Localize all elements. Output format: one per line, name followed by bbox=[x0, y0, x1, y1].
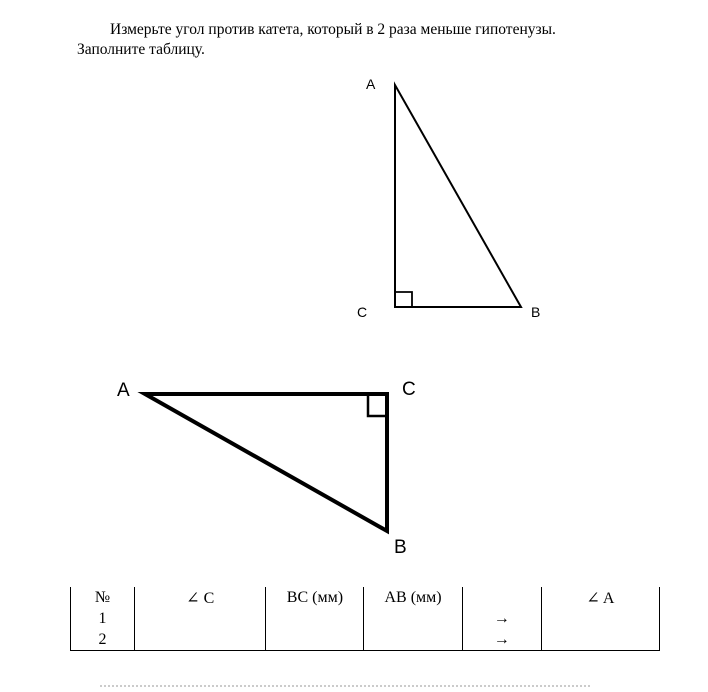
triangle-2-outline bbox=[145, 394, 387, 531]
instruction-line-1: Измерьте угол против катета, который в 2 раза меньше гипотенузы. bbox=[110, 21, 556, 38]
header-angle-c: ∠ C bbox=[135, 587, 266, 608]
arrow-cell: → bbox=[462, 629, 541, 651]
bc-cell bbox=[266, 608, 364, 629]
header-angle-a: ∠ A bbox=[541, 587, 659, 608]
triangle-1-outline bbox=[395, 85, 521, 307]
bc-cell bbox=[266, 629, 364, 651]
header-blank bbox=[462, 587, 541, 608]
instruction-line-2: Заполните таблицу. bbox=[77, 41, 205, 58]
header-ab: AB (мм) bbox=[364, 587, 462, 608]
angle-a-cell bbox=[541, 608, 659, 629]
angle-c-cell bbox=[135, 608, 266, 629]
triangle-2 bbox=[117, 379, 416, 558]
ab-cell bbox=[364, 629, 462, 651]
arrow-cell: → bbox=[462, 608, 541, 629]
triangle-1-label-c: C bbox=[357, 304, 368, 320]
angle-c-cell bbox=[135, 629, 266, 651]
table-row bbox=[71, 629, 660, 651]
triangle-2-label-a: A bbox=[117, 380, 130, 401]
triangle-1-label-b: B bbox=[531, 304, 541, 320]
angle-a-cell bbox=[541, 629, 659, 651]
row-number-cell: 1 bbox=[71, 608, 135, 629]
header-number: № bbox=[71, 587, 135, 608]
triangle-2-right-angle-mark bbox=[368, 394, 387, 416]
triangle-2-label-c: C bbox=[402, 379, 416, 400]
measurement-table bbox=[70, 587, 660, 651]
table-header-row bbox=[71, 587, 660, 608]
row-number-cell: 2 bbox=[71, 629, 135, 651]
triangle-2-label-b: B bbox=[394, 537, 407, 558]
triangle-1-label-a: A bbox=[366, 76, 376, 92]
triangle-1 bbox=[357, 76, 540, 320]
cut-off-text-line bbox=[100, 685, 590, 692]
ab-cell bbox=[364, 608, 462, 629]
header-bc: BC (мм) bbox=[266, 587, 364, 608]
table-row bbox=[71, 608, 660, 629]
triangle-1-right-angle-mark bbox=[395, 292, 412, 307]
